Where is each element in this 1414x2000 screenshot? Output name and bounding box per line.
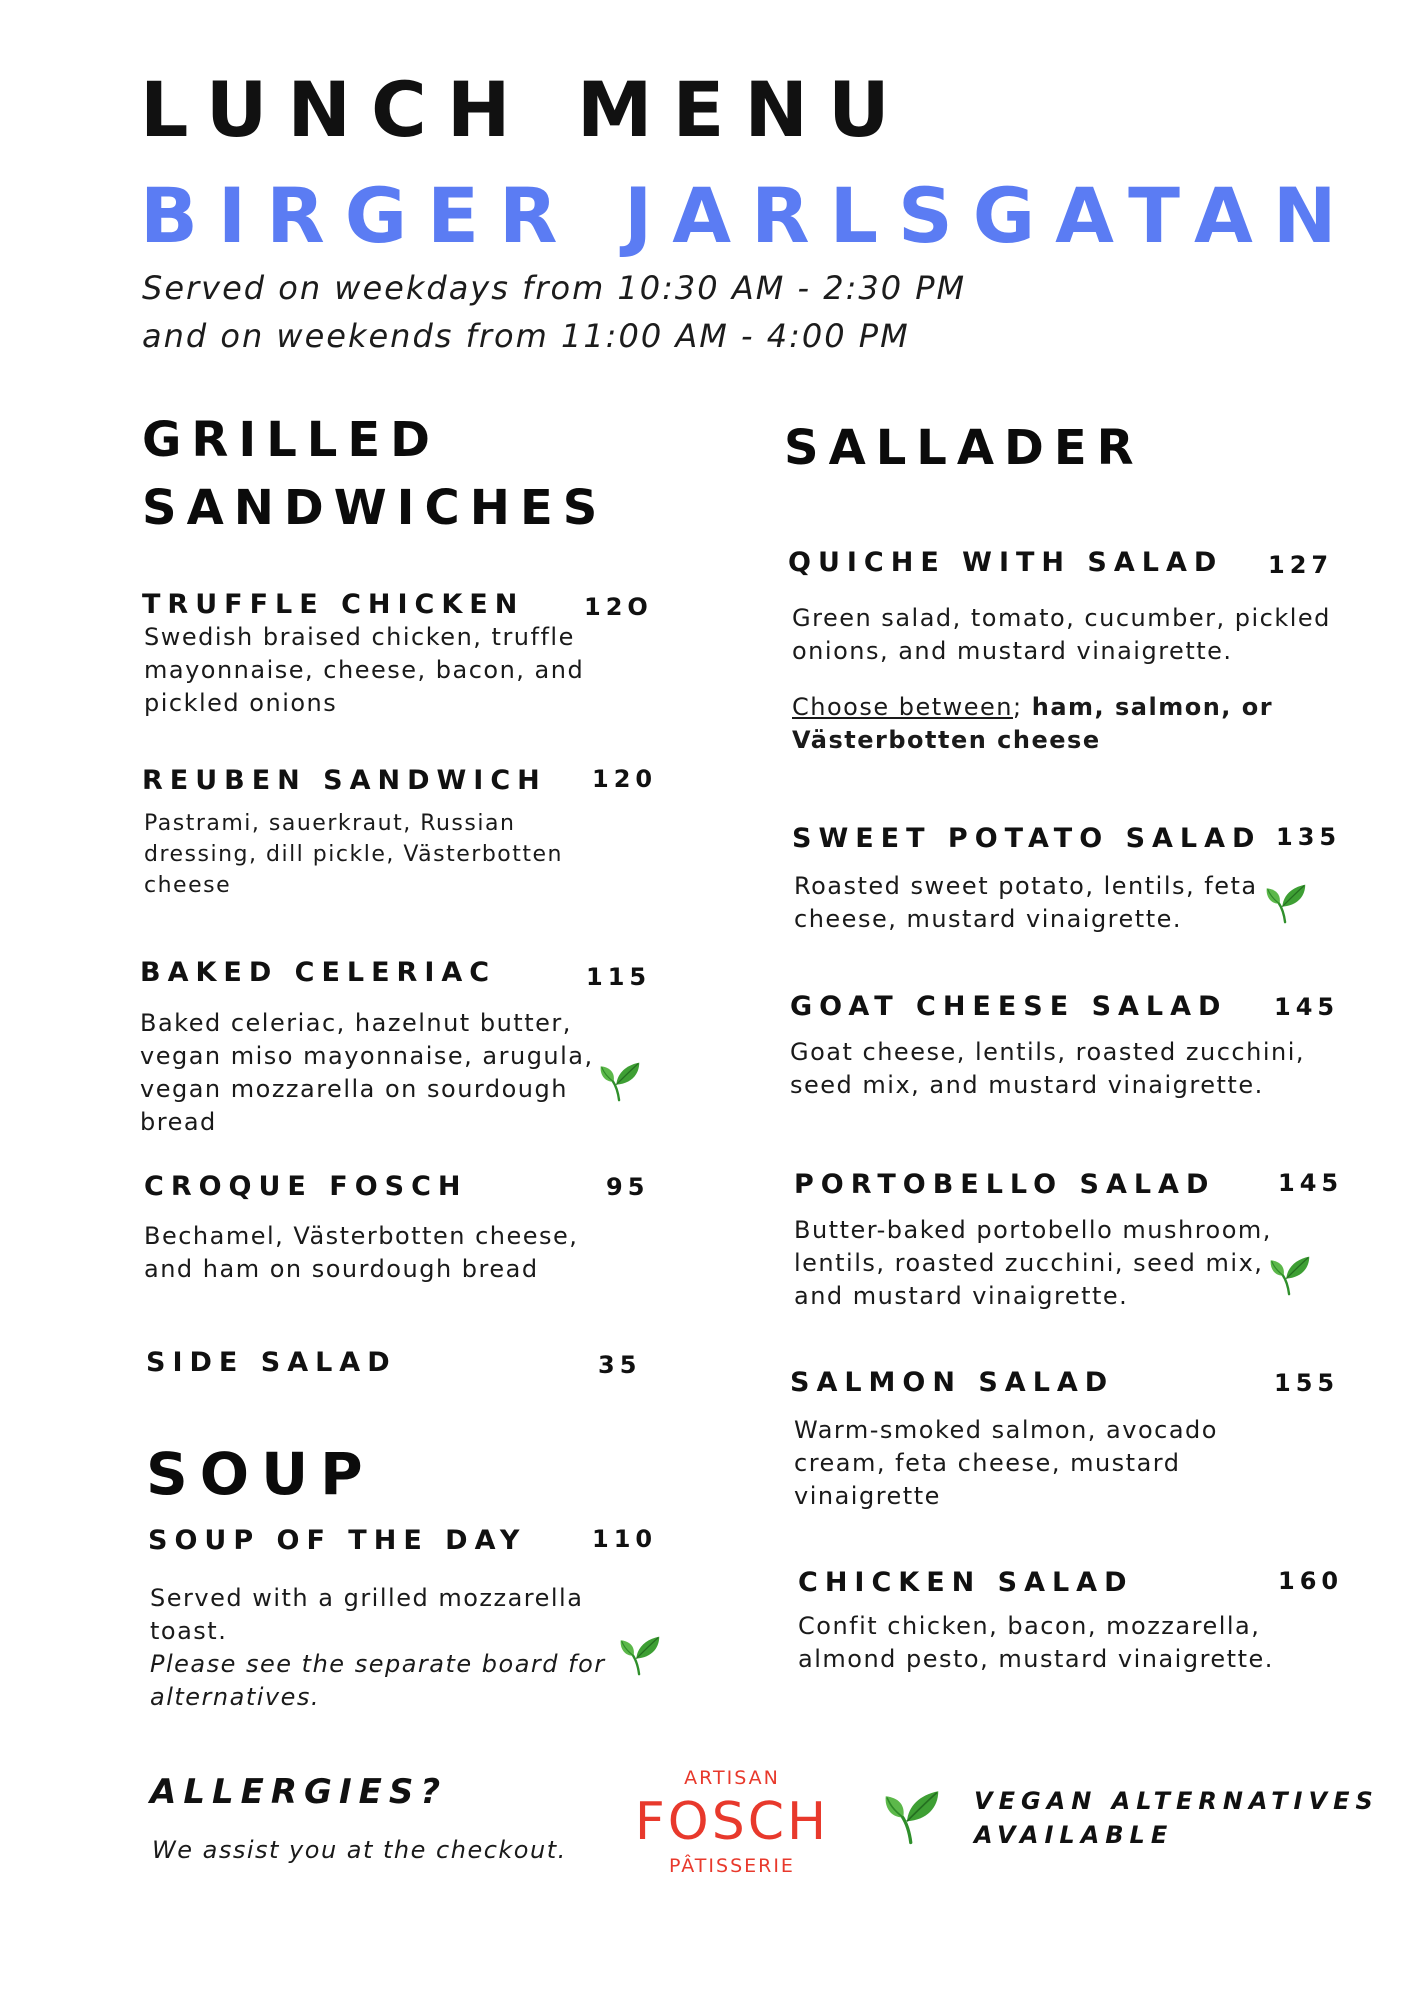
logo-top-text: ARTISAN	[684, 1767, 780, 1789]
menu-item-description: Butter-baked portobello mushroom, lentils, roasted zucchini, seed mix, and mustard vinaigrette.	[794, 1216, 1272, 1310]
logo-bottom-text: PÂTISSERIE	[669, 1855, 795, 1877]
menu-item-price: 95	[606, 1173, 650, 1201]
menu-item-description: Pastrami, sauerkraut, Russian dressing, dill pickle, Västerbotten cheese	[144, 811, 563, 898]
menu-item-price: 127	[1268, 551, 1334, 579]
menu-item-description: Green salad, tomato, cucumber, pickled onions, and mustard vinaigrette.	[792, 604, 1331, 665]
menu-item-price: 35	[598, 1351, 642, 1379]
section-heading-line: GRILLED	[142, 412, 441, 468]
soup-note: alternatives.	[150, 1683, 321, 1711]
menu-item-price: 110	[592, 1525, 658, 1553]
menu-item-price: 155	[1274, 1369, 1340, 1397]
menu-item-name: CHICKEN SALAD	[798, 1567, 1134, 1598]
leaf-icon	[1268, 1252, 1312, 1296]
menu-item-name: REUBEN SANDWICH	[142, 765, 547, 796]
menu-item-name: BAKED CELERIAC	[140, 957, 497, 988]
quiche-choice: Choose between; ham, salmon, or Västerbotten cheese	[792, 693, 1274, 754]
menu-item-name: GOAT CHEESE SALAD	[790, 991, 1228, 1022]
section-heading-sandwiches	[142, 406, 607, 542]
hours-weekdays: Served on weekdays from 10:30 AM - 2:30 PM	[142, 269, 967, 307]
vegan-alternatives-note: VEGAN ALTERNATIVES AVAILABLE	[974, 1787, 1379, 1849]
menu-item-name: PORTOBELLO SALAD	[794, 1169, 1216, 1200]
allergies-heading: ALLERGIES?	[150, 1772, 448, 1812]
menu-item-name: QUICHE WITH SALAD	[788, 547, 1224, 578]
leaf-icon	[598, 1058, 642, 1102]
section-heading-line: SANDWICHES	[142, 480, 608, 536]
menu-item-price: 115	[586, 963, 652, 991]
logo-main-text: FOSCH	[634, 1792, 830, 1852]
menu-item-description: Goat cheese, lentils, roasted zucchini, seed mix, and mustard vinaigrette.	[790, 1038, 1306, 1099]
menu-item-name: CROQUE FOSCH	[144, 1171, 468, 1202]
leaf-icon	[1264, 880, 1308, 924]
leaf-icon	[882, 1784, 942, 1846]
section-heading-soup: SOUP	[146, 1440, 375, 1508]
menu-item-price: 145	[1274, 993, 1340, 1021]
brand-logo	[612, 1766, 852, 1878]
menu-item-description: Served with a grilled mozzarella toast. Please see the separate board for alternatives.	[150, 1582, 606, 1714]
menu-item-name: SWEET POTATO SALAD	[792, 823, 1262, 854]
menu-item-price: 145	[1278, 1169, 1344, 1197]
menu-item-price: 120	[592, 765, 658, 793]
menu-item-name: SIDE SALAD	[146, 1347, 397, 1378]
menu-item-name: TRUFFLE CHICKEN	[142, 589, 525, 620]
menu-item-description: Roasted sweet potato, lentils, feta cheese, mustard vinaigrette.	[794, 872, 1258, 933]
menu-item-description: Warm-smoked salmon, avocado cream, feta cheese, mustard vinaigrette	[794, 1416, 1218, 1510]
menu-item-description: Confit chicken, bacon, mozzarella, almond pesto, mustard vinaigrette.	[798, 1612, 1274, 1673]
hours-weekends: and on weekends from 11:00 AM - 4:00 PM	[142, 317, 910, 355]
allergies-text: We assist you at the checkout.	[152, 1836, 567, 1864]
menu-item-price: 160	[1278, 1567, 1344, 1595]
menu-title: LUNCH MENU	[140, 65, 910, 154]
menu-item-name: SALMON SALAD	[790, 1367, 1115, 1398]
location-title: BIRGER JARLSGATAN	[140, 171, 1357, 260]
soup-note: Please see the separate board for	[150, 1650, 606, 1678]
menu-item-description: Bechamel, Västerbotten cheese, and ham on sourdough bread	[144, 1222, 579, 1283]
leaf-icon	[618, 1632, 662, 1676]
menu-item-description: Baked celeriac, hazelnut butter, vegan miso mayonnaise, arugula, vegan mozzarella on sourdough bread	[140, 1009, 594, 1136]
section-heading-salads: SALLADER	[784, 420, 1144, 476]
menu-item-price: 135	[1276, 823, 1342, 851]
menu-item-description: Swedish braised chicken, truffle mayonnaise, cheese, bacon, and pickled onions	[144, 623, 585, 717]
menu-item-name: SOUP OF THE DAY	[148, 1525, 527, 1556]
menu-item-price: 12O	[584, 593, 653, 621]
